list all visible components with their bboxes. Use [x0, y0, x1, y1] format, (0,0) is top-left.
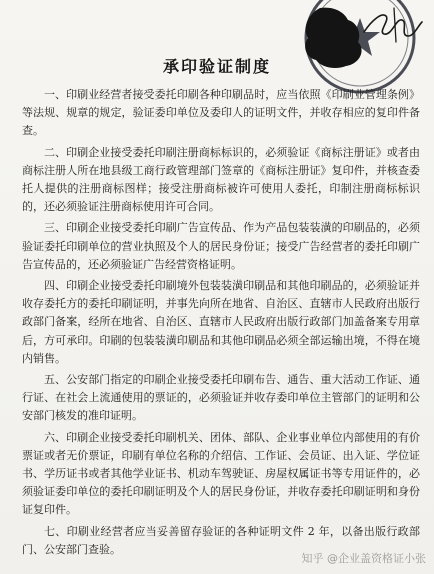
paragraph-2: 二、印刷企业接受委托印刷注册商标标识的，必须验证《商标注册证》或者由商标注册人所在地县级工商行政管理部门签章的《商标注册证》复印件，并核查委托人提供的注册商标图样；接受注册商标被许可使用人委托，印制注册商标标识的，还必须验证注册商标使用许可合同。 — [22, 145, 420, 214]
document-title: 承印验证制度 — [162, 57, 271, 76]
paragraph-5: 五、公安部门指定的印刷企业接受委托印刷布告、通告、重大活动工作证、通行证、在社会上流通使用的票证的，必须验证并收存委印单位主管部门的证明和公安部门核发的准印证明。 — [22, 373, 420, 423]
paragraph-6: 六、印刷企业接受委托印刷机关、团体、部队、企业事业单位内部使用的有价票证或者无价票证，印刷有单位名称的介绍信、工作证、会员证、出入证、学位证书、学历证书或者其他学业证书、机动车驾驶证、房屋权属证书等专用证件的，必须验证委印单位的委托印刷证明及个人的居民身份证，并收存委托印刷证明和身份证复印件。 — [22, 430, 420, 517]
handwritten-signature — [356, 2, 426, 50]
paragraph-1: 一、印刷业经营者接受委托印刷各种印刷品时，应当依照《印刷业管理条例》等法规、规章的规定，验证委印单位及委印人的证明文件，并收存相应的复印件备查。 — [22, 88, 420, 138]
paragraph-3: 三、印刷企业接受委托印刷广告宣传品、作为产品包装装潢的印刷品的，必须验证委托印刷单位的营业执照及个人的居民身份证；接受广告经营者的委托印刷广告宣传品的，还必须验证广告经营资格证明。 — [22, 221, 420, 271]
watermark: 知乎 @企业盖资格证小张 — [301, 552, 426, 565]
document-body — [22, 86, 420, 562]
paragraph-7: 七、印刷业经营者应当妥善留存验证的各种证明文件 2 年，以备出版行政部门、公安部门查验。 — [22, 524, 420, 556]
paragraph-4: 四、印刷企业接受委托印刷境外包装装潢印刷品和其他印刷品的，必须验证并收存委托方的委托印刷证明，并事先向所在地省、自治区、直辖市人民政府出版行政部门备案，经所在地省、自治区、直辖市人民政府出版行政部门加盖备案专用章后，方可承印。印刷的包装装潢印刷品和其他印刷品必须全部运输出境，不得在境内销售。 — [22, 279, 420, 365]
